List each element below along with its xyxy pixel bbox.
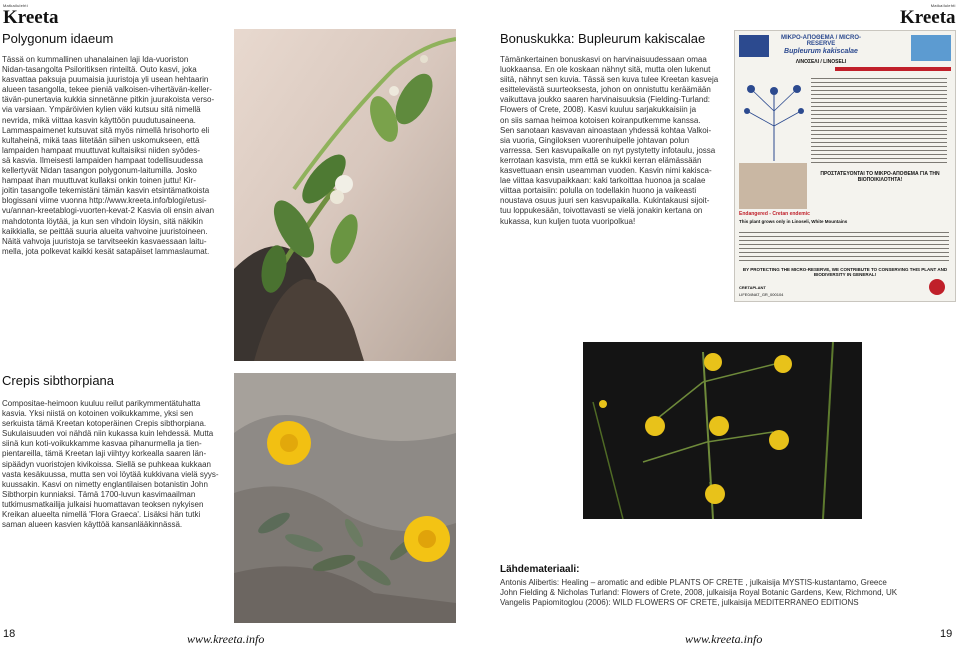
sources-heading: Lähdemateriaali: (500, 564, 580, 575)
sign-species: Bupleurum kakiscalae (784, 48, 858, 55)
logo-tagline: Matkailulehti (3, 3, 28, 8)
natura-logo (911, 35, 951, 61)
sign-greek-title: ΜΙΚΡΟ-ΑΠΟΘΕΜΑ / MICRO-RESERVE (781, 35, 861, 47)
sources-list (500, 578, 940, 608)
logo-name: Kreeta (900, 7, 956, 28)
sign-red-banner (835, 67, 951, 71)
sign-plant-drawing (739, 71, 809, 161)
sign-english-text (739, 229, 949, 263)
right-logo (900, 3, 956, 27)
footer-url-left: www.kreeta.info (187, 632, 265, 646)
sign-grows: This plant grows only in Linoseli, White Mountains (739, 219, 848, 224)
logo-name: Kreeta (3, 7, 59, 28)
sign-partner-logo (929, 279, 945, 295)
page-number-left: 18 (3, 628, 16, 640)
sign-english-protect: BY PROTECTING THE MICRO-RESERVE, WE CONTRIBUTE TO CONSERVING THIS PLANT AND BIODIVERSITY IN GENERAL! (742, 267, 948, 277)
section-body-bupleurum: Tämänkertainen bonuskasvi on harvinaisuudessaan omaa luokkaansa. En ole koskaan nähnyt sitä, mutta olen lukenut siitä, nähnyt sen kuvia. Tässä sen kuva tulee Kreetan kasveja esittelevästä suurteoksesta, johon on onnistuttu keräämään vaikuttava joukko saaren harvinaisuuksia (Fielding-Turland: Flowers of Crete, 2008). Kasvi kuuluu sarjakukkaisiin ja on siis samaa heimoa kotoisen koiranputkemme kanssa. Sen sanotaan kasvavan ainoastaan yhdessä kohtaa Valkoi- sia vuoria, Gingiloksen vuorenhuipelle johtavan polun varressa. Sen kasvupaikalle on nyt pystytetty infotaulu, jossa kerrotaan kasvista, mm että se kukkii kerran elämässään kasvettuaan ensin useamman vuoden. Kasvin nimi kakisca- lae viittaa kasvupaikkaan: kaki tarkoittaa huonoa ja scalae viittaa portaisiin: polulla on todellakin huono ja vaikeasti noustava osuus juuri sen kasvupaikalla. Kukintakausi sijoit- tuu loppukesään, toivottavasti se vielä jonakin kertana on kukassa, kun kuljen tuota vuoripolkua! (500, 55, 719, 226)
polygonum-photo (234, 29, 456, 361)
section-heading-bupleurum: Bonuskukka: Bupleurum kakiscalae (500, 31, 706, 46)
micro-reserve-sign (734, 30, 956, 302)
section-heading-crepis: Crepis sibthorpiana (2, 373, 115, 388)
sign-location: ΛΙΝΟΣΕΛΙ / LINOSELI (795, 59, 847, 65)
logo-tagline: Matkailulehti (930, 3, 956, 8)
bupleurum-photo (583, 342, 862, 519)
sign-greek-text (811, 75, 947, 165)
sign-greek-protect: ΠΡΟΣΤΑΤΕΥΟΝΤΑΙ ΤΟ ΜΙΚΡΟ-ΑΠΟΘΕΜΑ ΓΙΑ ΤΗΝ ΒΙΟΠΟΙΚΙΛΟΤΗΤΑ! (820, 171, 940, 183)
footer-url-right: www.kreeta.info (685, 632, 763, 646)
sign-org: CRETAPLANT (739, 285, 766, 290)
sign-endangered: Endangered - Cretan endemic (739, 211, 810, 217)
left-logo (3, 3, 59, 27)
page-number-right: 19 (940, 628, 953, 640)
section-heading-polygonum: Polygonum idaeum (2, 31, 114, 46)
source-item: Antonis Alibertis: Healing – aromatic and edible PLANTS OF CRETE , julkaisija MYSTIS-kustantamo, Greece (500, 578, 887, 587)
sign-plant-photo (739, 163, 807, 209)
crepis-photo (234, 373, 456, 623)
sign-code: LIFE04NAT_GR_000104 (739, 292, 784, 297)
source-item: Vangelis Papiomitoglou (2006): WILD FLOWERS OF CRETE, julkaisija MEDITERRANEO EDITIONS (500, 598, 859, 608)
section-body-crepis: Compositae-heimoon kuuluu reilut parikymmentätuhatta kasvia. Yksi niistä on kotoinen voikukkamme, yksi sen serkuista tämä Kreetan kotoperäinen Crepis sibthorpiana. Sukulaisuuden voi nähdä niin kukassa kuin lehdessä. Mutta siinä kun koti-voikukkamme kasvaa pihanurmella ja tien- pientareilla, tämä Kreetan laji viihtyy korkealla saaren län- sipäädyn vuoristojen kivikoissa. Siellä se puhkeaa kukkaan vasta kesäkuussa, mutta sen voi löytää kukkivana vielä syys- kuussakin. Kasvi on nimetty englantilaisen botanistin John Sibthorpin kunniaksi. Tämä 1700-luvun kasvimaailman tutkimusmatkailija julkaisi huomattavan teoksen nykyisen Kreikan alueelta nimellä 'Flora Graeca'. Lisäksi hän tutki saman alueen kasvien käyttöä kansanlääkinnässä. (2, 399, 219, 530)
source-item: John Fielding & Nicholas Turland: Flowers of Crete, 2008, julkaisija Royal Botanic Gardens, Kew, Richmond, UK (500, 588, 898, 598)
section-body-polygonum: Tässä on kummallinen uhanalainen laji Ida-vuoriston Nidan-tasangolta Psiloritiksen rinteiltä. Outo kasvi, joka kasvattaa paksuja puumaisia juuristoja yli usean hehtaarin alueen tasangolla, tekee pieniä valkoisen-vihertävän-keller- tävän-punertavia kukkia sinnetänne pitkin juurakoista verso- via varsiaan. Ympäröivien kylien väki kutsuu sitä nimellä nevrida, mikä viittaa kasvin käyttöön puudutusaineena. Lammaspaimenet kutsuvat sitä myös nimellä hrisohorto eli kultaheinä, mikä taas liitetään siihen uskomukseen, että lampaiden hampaat muuttuvat kultaisiksi niiden syödes- sä kasvia. Ilmeisesti lampaiden hampaat todellisuudessa kellertyvät Nidan tasangon polygonum-laitumilla. Josko hampaat ihan muuttuvat kullaksi onkin toinen juttu! Kir- joitin tasangolle tekemistäni tämän kasvin etsintämatkoista blogissani viime vuonna http://www.kreeta.info/blogi/etusi- vu/annan-kreetablogi-vuorten-kevat-2 Kasvia oli ensin aivan mahdotonta löytää, ja kun sen vihdoin löysin, sitä näkikin kaikkialla, se peittää suuria alueita vahvoine juuristoineen. Näitä vahvoja juuristoja se tarvitseekin kasvaessaan laitu- mella, jota polkevat kaikki kesät satapäiset lammaslaumat. (2, 55, 215, 256)
eu-logo (739, 35, 769, 57)
